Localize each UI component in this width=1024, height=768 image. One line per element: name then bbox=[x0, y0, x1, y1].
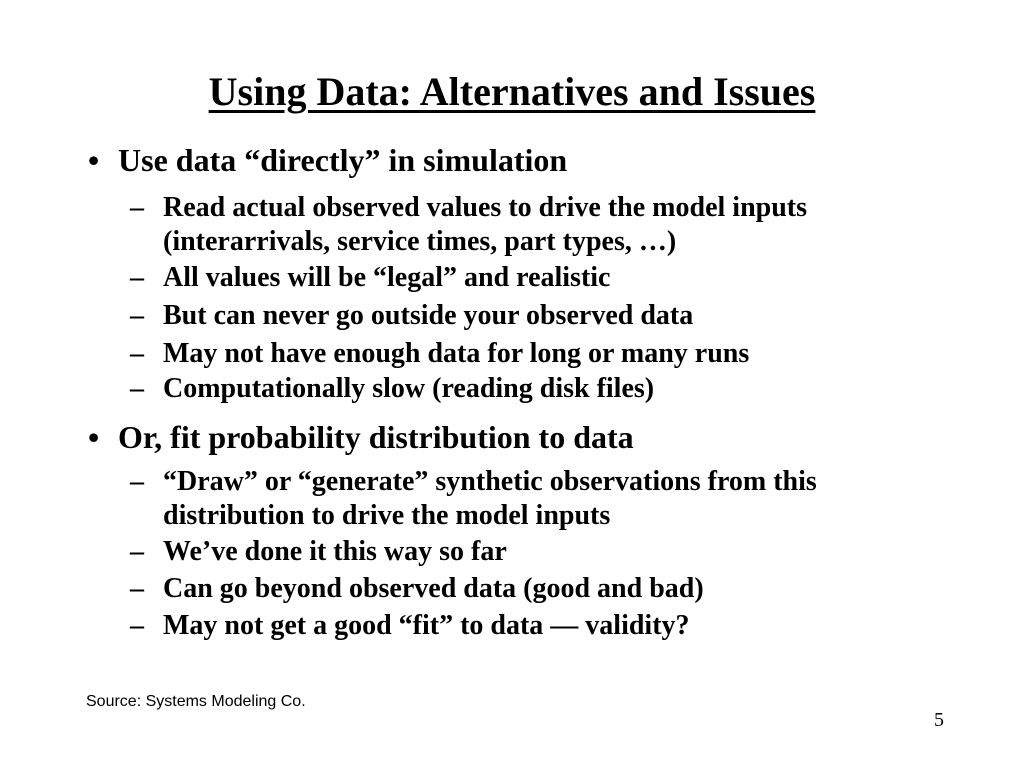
page-number: 5 bbox=[934, 709, 944, 731]
sub-bullet-marker-2-4: – bbox=[130, 610, 144, 641]
source-note: Source: Systems Modeling Co. bbox=[86, 693, 306, 710]
sub-bullet-marker-1-5: – bbox=[130, 373, 144, 404]
bullet-marker-1: • bbox=[88, 142, 100, 178]
sub-bullet-text-2-1: “Draw” or “generate” synthetic observations from this distribution to drive the model inputs bbox=[163, 466, 817, 531]
bullet-text-2: Or, fit probability distribution to data bbox=[118, 419, 634, 455]
sub-bullet-marker-2-1: – bbox=[130, 466, 144, 497]
sub-bullet-marker-1-1: – bbox=[130, 192, 144, 223]
sub-bullet-text-1-5: Computationally slow (reading disk files) bbox=[163, 373, 655, 404]
sub-bullet-marker-2-3: – bbox=[130, 573, 144, 604]
sub-bullet-text-2-3: Can go beyond observed data (good and bad) bbox=[163, 573, 704, 604]
sub-bullet-text-1-4: May not have enough data for long or many runs bbox=[163, 338, 750, 369]
sub-bullet-marker-1-3: – bbox=[130, 300, 144, 331]
slide-title-text: Using Data: Alternatives and Issues bbox=[208, 69, 816, 114]
bullet-text-1: Use data “directly” in simulation bbox=[118, 142, 568, 178]
sub-bullet-marker-1-2: – bbox=[130, 262, 144, 293]
sub-bullet-text-2-2: We’ve done it this way so far bbox=[163, 536, 507, 567]
sub-bullet-marker-2-2: – bbox=[130, 536, 144, 567]
bullet-marker-2: • bbox=[88, 419, 100, 455]
sub-bullet-text-1-3: But can never go outside your observed data bbox=[163, 300, 694, 331]
sub-bullet-text-1-2: All values will be “legal” and realistic bbox=[163, 262, 611, 293]
sub-bullet-text-1-1: Read actual observed values to drive the model inputs (interarrivals, service times, part types, …) bbox=[163, 192, 807, 257]
sub-bullet-text-2-4: May not get a good “fit” to data — validity? bbox=[163, 610, 690, 641]
sub-bullet-marker-1-4: – bbox=[130, 338, 144, 369]
